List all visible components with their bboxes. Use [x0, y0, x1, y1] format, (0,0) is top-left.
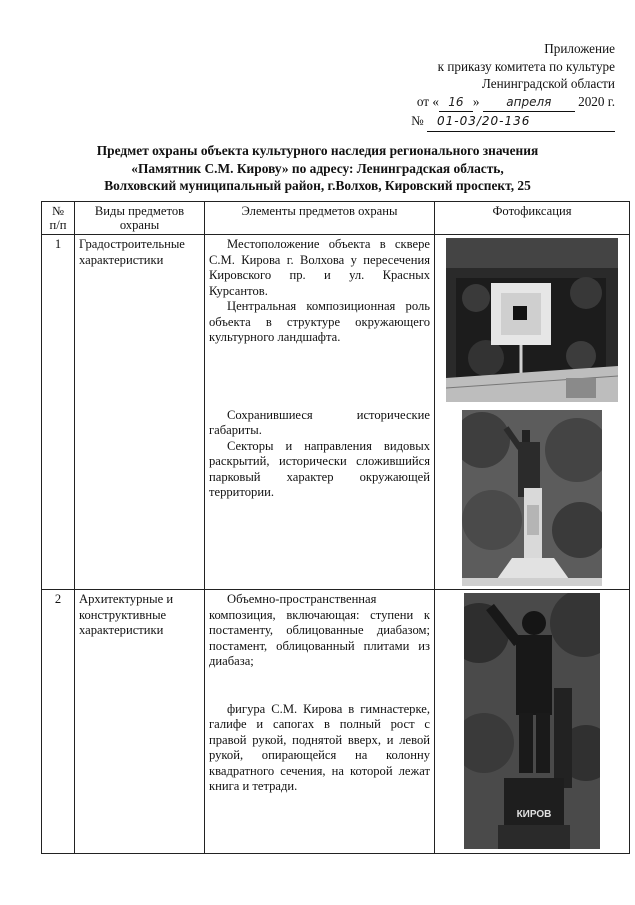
- appendix-line2: к приказу комитета по культуре: [437, 58, 615, 74]
- element-paragraph: Центральная композиционная роль объекта в структуре окружающего культурного ландшафта.: [209, 299, 430, 344]
- date-day: 16: [439, 94, 473, 113]
- element-paragraph: Сохранившиеся исторические габариты.: [209, 407, 430, 437]
- header-kind: Виды предметов охраны: [75, 202, 205, 235]
- title-line3: Волховский муниципальный район, г.Волхов, Кировский проспект, 25: [104, 178, 531, 193]
- element-paragraph: Объемно-пространственная композиция, включающая: ступени к постаменту, облицованные диабазом; постамент, облицованный плитами из диабаза;: [209, 592, 430, 668]
- header-num: № п/п: [42, 202, 75, 235]
- number-prefix: №: [411, 113, 424, 128]
- row-elements: [205, 235, 435, 590]
- element-paragraph: Местоположение объекта в сквере С.М. Кирова г. Волхова у пересечения Кировского пр. и ул. Красных Курсантов.: [209, 237, 430, 298]
- title-line1: Предмет охраны объекта культурного наследия регионального значения: [96, 143, 539, 158]
- header-elements: Элементы предметов охраны: [205, 202, 435, 235]
- date-prefix: от «: [416, 93, 439, 109]
- row-number: 1: [42, 235, 75, 590]
- table-header-row: [42, 202, 630, 235]
- appendix-line3: Ленинградской области: [481, 76, 615, 91]
- element-paragraph: фигура С.М. Кирова в гимнастерке, галифе и сапогах в полный рост с правой рукой, поднятой вверх, и левой рукой, опирающейся на колонну квадратного сечения, на которой лежат книга и тетради.: [209, 701, 430, 793]
- date-year: 2020 г.: [578, 93, 615, 109]
- row-photos: [435, 235, 630, 590]
- header-photo: Фотофиксация: [435, 202, 630, 235]
- row-elements: [205, 590, 435, 854]
- row-kind: Архитектурные и конструктивные характеристики: [75, 590, 205, 854]
- row-kind: Градостроительные характеристики: [75, 235, 205, 590]
- appendix-line1: Приложение: [544, 41, 615, 56]
- document-title: [20, 142, 615, 195]
- plaque-text: КИРОВ: [516, 809, 552, 820]
- date-month: апреля: [483, 94, 575, 113]
- protection-table: [41, 201, 630, 854]
- appendix-block: [411, 40, 615, 132]
- appendix-date-line: [411, 93, 615, 113]
- table-row: [42, 590, 630, 854]
- element-paragraph: Секторы и направления видовых раскрытий, исторически сложившийся парковый характер окружающей территории.: [209, 438, 430, 499]
- statue-photo: [464, 593, 600, 849]
- table-row: [42, 235, 630, 590]
- row-number: 2: [42, 590, 75, 854]
- date-mid: »: [472, 93, 480, 109]
- title-line2: «Памятник С.М. Кирову» по адресу: Ленинградская область,: [131, 160, 504, 176]
- row-photos: [435, 590, 630, 854]
- order-number: 01-03/20-136: [427, 113, 615, 132]
- monument-photo: [462, 410, 602, 586]
- appendix-number-line: [411, 112, 615, 132]
- aerial-photo: [446, 238, 618, 402]
